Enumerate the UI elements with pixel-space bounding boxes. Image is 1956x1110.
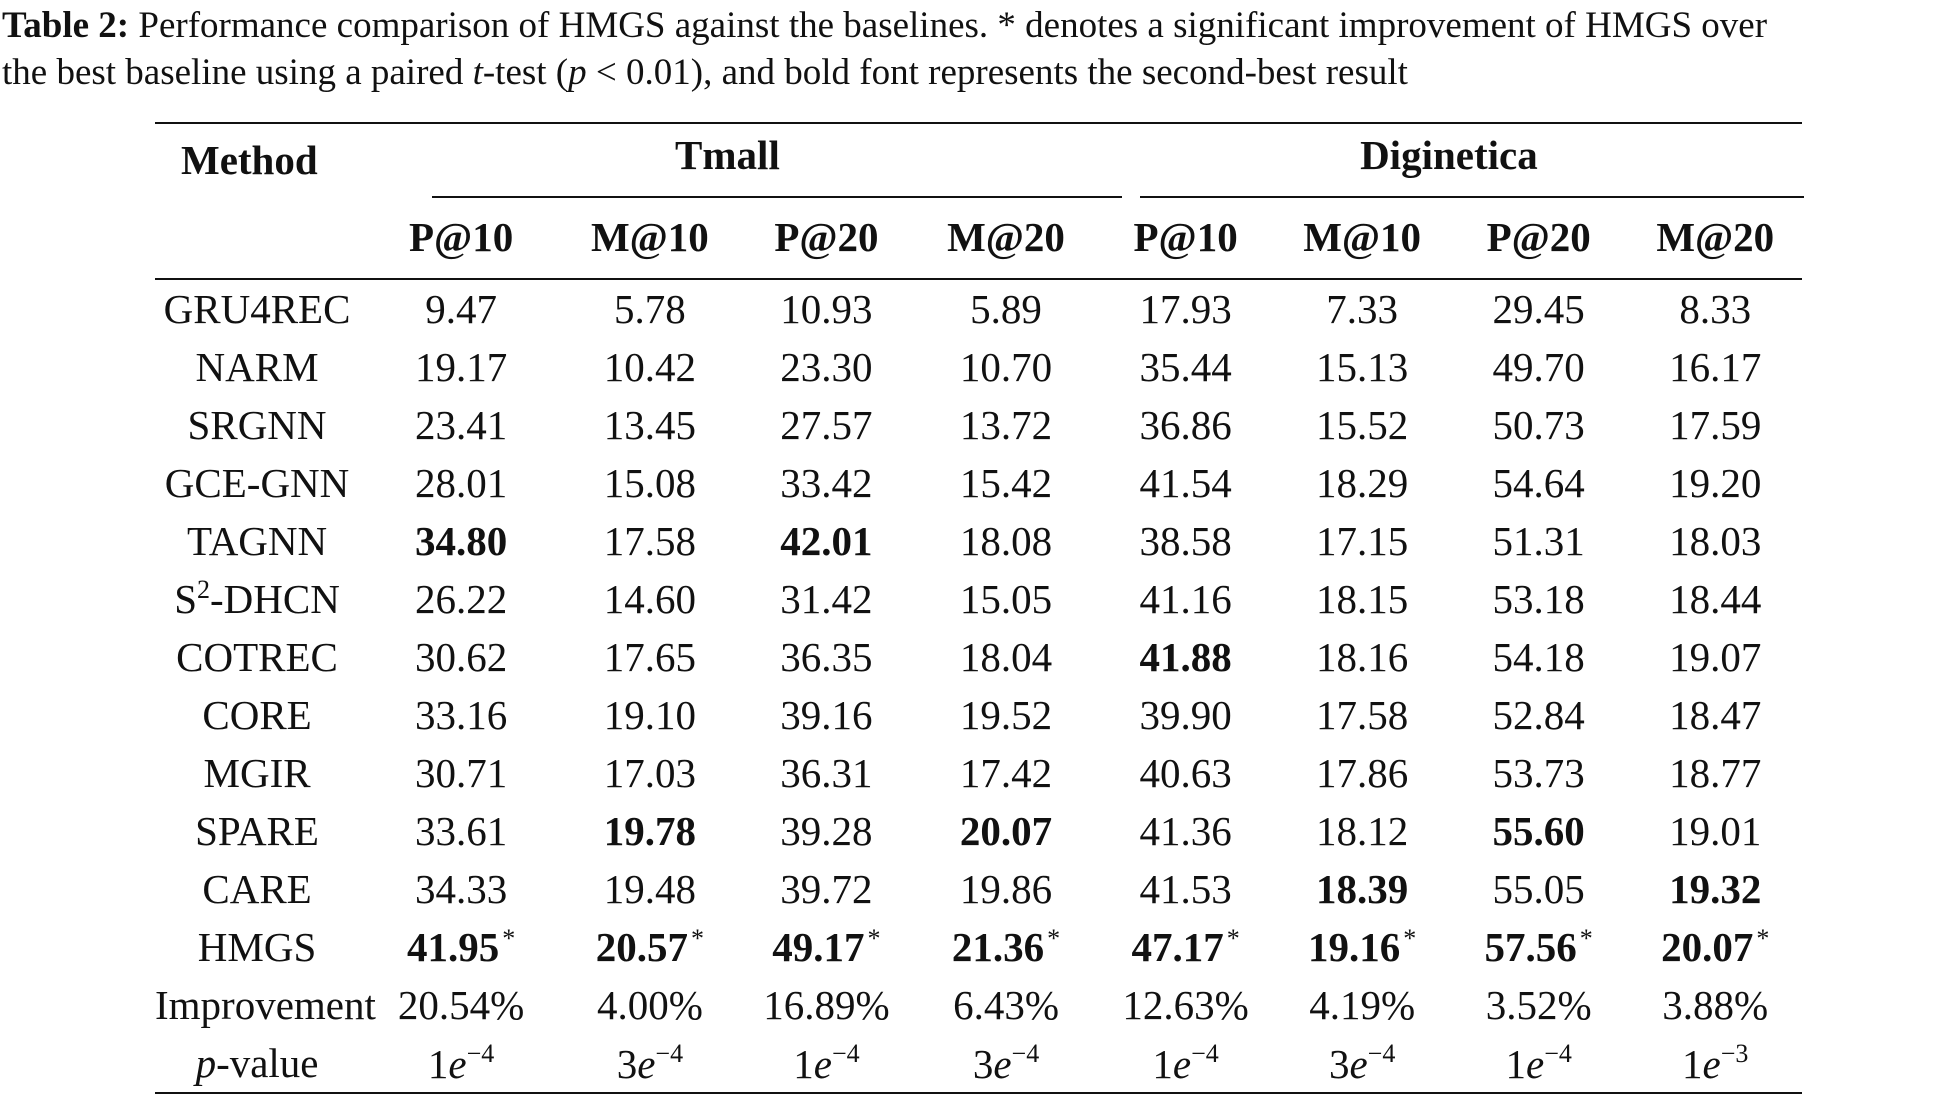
value-cell: 36.35 [780,634,873,680]
value-cell: 10.93 [780,286,873,332]
value-cell: 8.33 [1679,286,1752,332]
caption-line2-mid: -test ( [482,52,569,93]
value-cell: 41.36 [1139,808,1232,854]
pvalue-cell: $3e^{-4}$ [972,1038,1040,1087]
value-cell: 3.88% [1662,982,1769,1028]
column-header: M@20 [947,214,1065,260]
value-cell: 31.42 [780,576,873,622]
value-cell: 30.71 [414,750,508,796]
cmidrule-diginetica [1140,196,1804,198]
table-row [155,744,1802,802]
value-cell: 15.05 [959,576,1053,622]
value-cell: 17.93 [1139,286,1232,332]
value-cell: 55.60 [1492,808,1585,854]
value-cell: 23.41 [414,402,508,448]
value-cell: 10.42 [603,344,697,390]
value-cell: 12.63% [1122,982,1249,1028]
caption-label: Table 2: [2,5,130,46]
value-cell: 13.72 [959,402,1053,448]
value-cell: 19.07 [1669,634,1762,680]
value-cell: 34.80 [414,518,508,564]
value-cell: 19.52 [959,692,1053,738]
value-cell: 18.39 [1316,866,1409,912]
value-cell: 17.58 [1316,692,1409,738]
pvalue-cell: $3e^{-4}$ [616,1038,684,1087]
value-cell: 41.88 [1139,634,1232,680]
value-cell: 41.95 * [406,924,516,970]
method-cell: NARM [195,344,319,390]
group-header-row [155,124,1802,196]
value-cell: 54.64 [1492,460,1585,506]
bottom-rule [155,1093,1802,1094]
value-cell: 35.44 [1139,344,1232,390]
pvalue-row [155,1034,1802,1093]
value-cell: 5.78 [614,286,686,332]
table-row [155,918,1802,976]
group-header-diginetica: Diginetica [1360,132,1538,178]
column-header: P@10 [409,214,514,260]
method-cell: COTREC [176,634,338,680]
table-row [155,570,1802,628]
results-table [155,122,1802,1094]
caption-line-2 [2,49,1952,96]
value-cell: 16.89% [763,982,890,1028]
caption-t-symbol: t [472,52,483,93]
value-cell: 49.70 [1492,344,1585,390]
value-cell: 18.16 [1316,634,1409,680]
caption-line2-pre: the best baseline using a paired [2,52,473,93]
value-cell: 27.57 [780,402,873,448]
value-cell: 53.18 [1492,576,1585,622]
value-cell: 4.00% [596,982,703,1028]
value-cell: 19.48 [603,866,697,912]
method-cell: CORE [202,692,312,738]
value-cell: 47.17 * [1131,924,1240,970]
column-header: M@10 [590,214,709,260]
value-cell: 17.86 [1316,750,1409,796]
value-cell: 21.36 * [951,924,1061,970]
table-row [155,686,1802,744]
method-cell: SPARE [195,808,319,854]
method-cell: SRGNN [187,402,327,448]
column-header-row [155,196,1802,279]
value-cell: 19.10 [603,692,697,738]
method-cell: GRU4REC [163,286,351,332]
pvalue-cell: $3e^{-4}$ [1328,1038,1396,1087]
value-cell: 19.20 [1669,460,1762,506]
table-row [155,338,1802,396]
group-header-tmall: Tmall [675,132,780,178]
value-cell: 19.16 * [1308,924,1417,970]
value-cell: 7.33 [1326,286,1399,332]
value-cell: 20.07 * [1661,924,1770,970]
value-cell: 53.73 [1492,750,1585,796]
pvalue-cell: $1e^{-4}$ [1152,1038,1219,1087]
table-row [155,512,1802,570]
value-cell: 15.42 [959,460,1053,506]
column-header: P@20 [1486,214,1591,260]
value-cell: 34.33 [414,866,508,912]
value-cell: 51.31 [1492,518,1585,564]
table-row [155,976,1802,1034]
method-cell: Improvement [155,982,376,1028]
value-cell: 15.52 [1316,402,1409,448]
table-caption [2,2,1952,96]
method-cell: $S^2$-DHCN [174,575,340,622]
value-cell: 18.29 [1316,460,1409,506]
value-cell: 40.63 [1139,750,1232,796]
table-row [155,396,1802,454]
method-cell: HMGS [197,924,317,970]
method-cell: p-value [195,1040,319,1086]
value-cell: 41.16 [1139,576,1232,622]
pvalue-cell: $1e^{-4}$ [427,1038,495,1087]
value-cell: 36.31 [780,750,873,796]
value-cell: 26.22 [414,576,508,622]
table-row [155,454,1802,512]
value-cell: 57.56 * [1484,924,1593,970]
value-cell: 33.42 [780,460,873,506]
value-cell: 19.86 [959,866,1053,912]
caption-line-1 [2,2,1952,49]
value-cell: 18.77 [1669,750,1762,796]
method-cell: MGIR [203,750,311,796]
value-cell: 18.08 [959,518,1053,564]
value-cell: 16.17 [1669,344,1762,390]
pvalue-cell: $1e^{-4}$ [793,1038,860,1087]
value-cell: 55.05 [1492,866,1585,912]
caption-line1-text: Performance comparison of HMGS against the baselines. * denotes a significant improvement of HMGS over [129,5,1768,46]
column-header: M@10 [1303,214,1422,260]
value-cell: 17.59 [1669,402,1762,448]
method-cell: GCE-GNN [164,460,350,506]
value-cell: 29.45 [1492,286,1585,332]
table-row [155,280,1802,338]
value-cell: 42.01 [780,518,873,564]
value-cell: 18.04 [959,634,1053,680]
method-header: Method [181,137,318,183]
column-header: M@20 [1656,214,1775,260]
pvalue-cell: $1e^{-4}$ [1505,1038,1572,1087]
value-cell: 19.01 [1669,808,1762,854]
value-cell: 20.57 * [595,924,705,970]
table-row [155,802,1802,860]
value-cell: 39.28 [780,808,873,854]
value-cell: 17.65 [603,634,697,680]
value-cell: 33.61 [414,808,508,854]
value-cell: 54.18 [1492,634,1585,680]
method-cell: CARE [202,866,312,912]
value-cell: 18.47 [1669,692,1762,738]
value-cell: 20.54% [397,982,525,1028]
table-row [155,860,1802,918]
value-cell: 3.52% [1485,982,1592,1028]
caption-p-symbol: p [568,52,587,93]
value-cell: 28.01 [414,460,508,506]
value-cell: 19.32 [1669,866,1762,912]
table-row [155,628,1802,686]
value-cell: 20.07 [959,808,1053,854]
value-cell: 33.16 [414,692,508,738]
value-cell: 10.70 [959,344,1053,390]
column-header: P@10 [1133,214,1238,260]
value-cell: 41.53 [1139,866,1232,912]
method-cell: TAGNN [186,518,328,564]
pvalue-cell: $1e^{-3}$ [1682,1038,1749,1087]
value-cell: 6.43% [953,982,1059,1028]
value-cell: 49.17 * [772,924,881,970]
value-cell: 52.84 [1492,692,1585,738]
value-cell: 5.89 [970,286,1042,332]
value-cell: 39.72 [780,866,873,912]
value-cell: 23.30 [780,344,873,390]
value-cell: 14.60 [603,576,697,622]
value-cell: 19.78 [603,808,697,854]
value-cell: 38.58 [1139,518,1232,564]
value-cell: 9.47 [425,286,497,332]
column-header: P@20 [774,214,879,260]
cmidrule-tmall [432,196,1122,198]
value-cell: 15.08 [603,460,697,506]
value-cell: 39.90 [1139,692,1232,738]
value-cell: 17.42 [959,750,1053,796]
value-cell: 36.86 [1139,402,1232,448]
value-cell: 19.17 [414,344,508,390]
value-cell: 4.19% [1309,982,1416,1028]
value-cell: 18.12 [1316,808,1409,854]
value-cell: 18.15 [1316,576,1409,622]
value-cell: 50.73 [1492,402,1585,448]
value-cell: 18.03 [1669,518,1762,564]
caption-line2-post: < 0.01), and bold font represents the second-best result [586,52,1408,93]
value-cell: 17.58 [603,518,697,564]
value-cell: 30.62 [414,634,508,680]
value-cell: 13.45 [603,402,697,448]
value-cell: 18.44 [1669,576,1762,622]
value-cell: 17.03 [603,750,697,796]
value-cell: 39.16 [780,692,873,738]
value-cell: 41.54 [1139,460,1232,506]
value-cell: 17.15 [1316,518,1409,564]
value-cell: 15.13 [1316,344,1409,390]
